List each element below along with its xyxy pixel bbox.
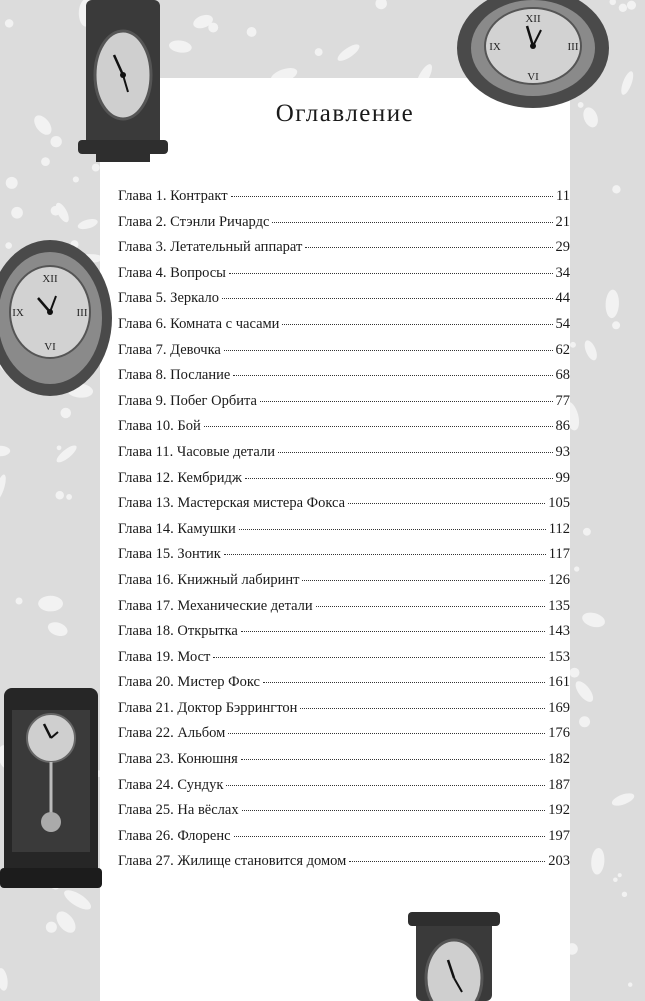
oval-clock-icon [455,0,610,110]
page-number: 153 [548,648,570,665]
toc-entry [118,853,570,879]
page-number: 161 [548,674,570,691]
chapter-title: Глава 3. Летательный аппарат [118,239,303,256]
dot-leader [242,810,546,811]
svg-text:VI: VI [527,71,539,83]
toc-entry [118,188,570,214]
chapter-title: Глава 14. Камушки [118,520,236,537]
page-number: 44 [555,290,570,307]
svg-text:IX: IX [12,307,24,319]
dot-leader [316,606,546,607]
dot-leader [300,708,545,709]
dot-leader [239,529,546,530]
dot-leader [282,324,552,325]
dot-leader [226,785,545,786]
chapter-title: Глава 1. Контракт [118,188,228,204]
wall-clock-icon [78,0,168,165]
dot-leader [241,631,545,632]
toc-entry [118,214,570,240]
dot-leader [302,580,545,581]
svg-text:IX: IX [489,41,501,53]
svg-text:XII: XII [42,273,58,285]
chapter-title: Глава 11. Часовые детали [118,443,275,460]
dot-leader [229,273,553,274]
page-number: 29 [555,239,570,256]
page-number: 99 [555,469,570,486]
toc-entry [118,316,570,342]
chapter-title: Глава 21. Доктор Бэррингтон [118,699,298,716]
wall-clock-icon [408,912,500,1001]
toc-entry [118,623,570,649]
chapter-title: Глава 12. Кембридж [118,469,242,486]
oval-clock-icon [0,238,115,396]
grandfather-clock-icon [0,688,102,888]
dot-leader [204,426,553,427]
chapter-title: Глава 13. Мастерская мистера Фокса [118,495,346,512]
chapter-title: Глава 9. Побег Орбита [118,392,257,409]
page-number: 187 [548,776,570,793]
toc-entry [118,290,570,316]
page-number: 197 [548,827,570,844]
dot-leader [245,478,553,479]
toc-entry [118,239,570,265]
chapter-title: Глава 24. Сундук [118,776,224,793]
toc-entry [118,598,570,624]
dot-leader [228,733,545,734]
svg-text:XII: XII [525,13,541,25]
page-number: 21 [555,213,570,230]
chapter-title: Глава 23. Конюшня [118,751,238,768]
page-number: 143 [548,623,570,640]
chapter-title: Глава 27. Жилище становится домом [118,853,347,870]
page-number: 77 [555,392,570,409]
toc-entry [118,777,570,803]
toc-entry [118,470,570,496]
page-number: 54 [555,315,570,332]
chapter-title: Глава 15. Зонтик [118,546,221,563]
toc-entry [118,367,570,393]
dot-leader [263,682,545,683]
toc-entry [118,265,570,291]
chapter-title: Глава 20. Мистер Фокс [118,674,260,691]
dot-leader [349,861,545,862]
chapter-title: Глава 5. Зеркало [118,290,220,307]
svg-text:VI: VI [44,341,56,353]
chapter-title: Глава 4. Вопросы [118,264,226,281]
dot-leader [260,401,553,402]
svg-text:III: III [567,41,579,53]
dot-leader [348,503,545,504]
chapter-title: Глава 26. Флоренс [118,827,231,844]
toc-entry [118,418,570,444]
page-number: 169 [548,699,570,716]
page-number: 182 [548,751,570,768]
chapter-title: Глава 22. Альбом [118,725,226,742]
toc-entry [118,751,570,777]
toc-entry [118,725,570,751]
page-number: 112 [548,520,570,537]
chapter-title: Глава 18. Открытка [118,623,238,640]
toc-entry [118,802,570,828]
dot-leader [234,836,546,837]
toc-entry [118,828,570,854]
page-number: 86 [555,418,570,435]
toc-entry [118,546,570,572]
page-number: 68 [555,367,570,384]
toc-entry [118,572,570,598]
dot-leader [241,759,545,760]
dot-leader [233,375,552,376]
chapter-title: Глава 16. Книжный лабиринт [118,571,300,588]
toc-entry [118,495,570,521]
page-number: 176 [548,725,570,742]
toc-entry [118,393,570,419]
table-of-contents [118,188,570,879]
page-number: 192 [548,802,570,819]
dot-leader [224,350,553,351]
chapter-title: Глава 25. На вёслах [118,802,239,819]
dot-leader [224,554,546,555]
page-number: 105 [548,495,570,512]
toc-entry [118,521,570,547]
chapter-title: Глава 2. Стэнли Ричардс [118,213,270,230]
toc-entry [118,700,570,726]
chapter-title: Глава 10. Бой [118,418,201,435]
toc-entry [118,674,570,700]
chapter-title: Глава 19. Мост [118,648,211,665]
dot-leader [272,222,552,223]
toc-entry [118,342,570,368]
chapter-title: Глава 7. Девочка [118,341,221,358]
page-number: 126 [548,571,570,588]
dot-leader [213,657,545,658]
toc-entry [118,649,570,675]
page-number: 203 [548,853,570,870]
chapter-title: Глава 8. Послание [118,367,231,384]
page-number: 34 [555,264,570,281]
page-number: 93 [555,443,570,460]
chapter-title: Глава 6. Комната с часами [118,315,280,332]
page-number: 117 [548,546,570,563]
toc-entry [118,444,570,470]
dot-leader [231,196,554,197]
dot-leader [305,247,552,248]
dot-leader [222,298,552,299]
chapter-title: Глава 17. Механические детали [118,597,313,614]
page-title: Оглавление [275,100,415,127]
svg-text:III: III [76,307,88,319]
dot-leader [278,452,553,453]
page-number: 62 [555,341,570,358]
page-number: 11 [556,188,570,204]
page-number: 135 [548,597,570,614]
